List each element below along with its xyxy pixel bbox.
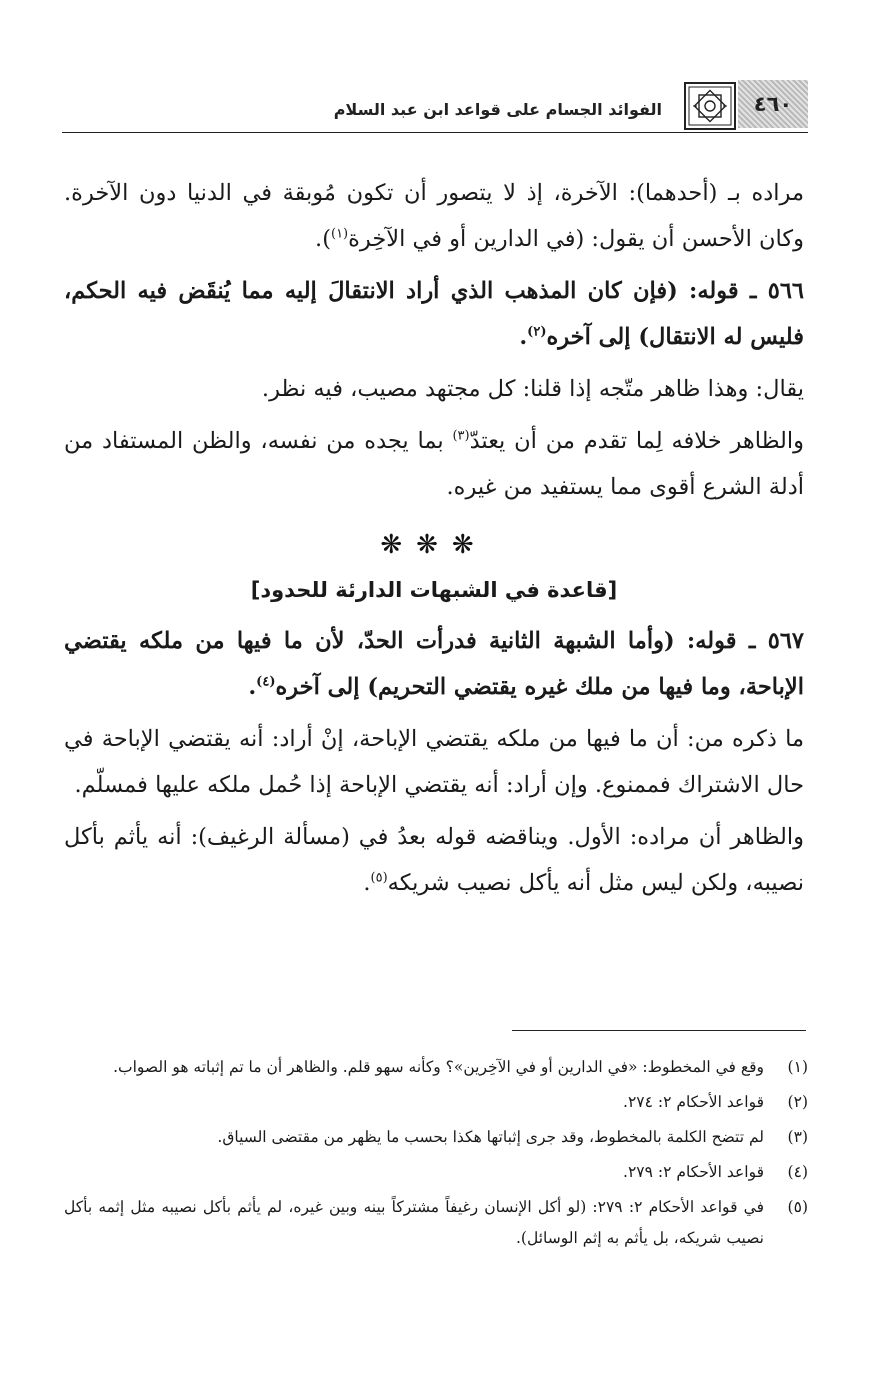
- header-divider: [62, 132, 808, 133]
- paragraph: [64, 366, 804, 412]
- footnote-ref: (٤): [256, 674, 276, 690]
- paragraph-quote: [64, 618, 804, 710]
- footnote-number: (٣): [787, 1128, 808, 1146]
- paragraph: [64, 716, 804, 808]
- ornament-icon: [684, 82, 736, 130]
- footnote-text: وقع في المخطوط: «في الدارين أو في الآخِرين»؟ وكأنه سهو قلم. والظاهر أن ما تم إثباته هو الصواب.: [113, 1058, 764, 1076]
- paragraph-quote: [64, 268, 804, 360]
- footnote: [64, 1122, 808, 1153]
- footnote-divider: [512, 1030, 806, 1031]
- running-header: [62, 80, 808, 136]
- paragraph-text-end: بما يجده من نفسه، والظن المستفاد من أدلة الشرع أقوى مما يستفيد من غيره.: [64, 428, 804, 500]
- paragraph-text-end: ).: [315, 226, 331, 252]
- paragraph: [64, 170, 804, 262]
- footnote-ref: (٢): [527, 324, 547, 340]
- footnote-number: (٢): [787, 1093, 808, 1111]
- paragraph-text: ٥٦٧ ـ قوله: (وأما الشبهة الثانية فدرأت الحدّ، لأن ما فيها من ملكه يقتضي الإباحة، وما فيها من ملك غيره يقتضي التحريم) إلى آخره: [64, 628, 804, 700]
- footnotes: [64, 1052, 808, 1258]
- paragraph: [64, 418, 804, 510]
- footnote: [64, 1192, 808, 1254]
- footnote: [64, 1052, 808, 1083]
- page-number-box: [738, 80, 808, 128]
- paragraph-text-end: .: [363, 870, 371, 896]
- section-separator-stars: ❋❋❋: [380, 530, 488, 560]
- footnote: [64, 1157, 808, 1188]
- footnote-text: في قواعد الأحكام ٢: ٢٧٩: (لو أكل الإنسان رغيفاً مشتركاً بينه وبين غيره، لم يأثم بأكل نصيبه مثل إثمه بأكل نصيب شريكه، بل يأثم به إثم الوسائل).: [64, 1198, 764, 1247]
- paragraph-text: مراده بـ (أحدهما): الآخرة، إذ لا يتصور أن تكون مُوبقة في الدنيا دون الآخرة. وكان الأحسن أن يقول: (في الدارين أو في الآخِرة: [64, 180, 804, 252]
- paragraph-text: والظاهر خلافه لِما تقدم من أن يعتدّ: [469, 428, 805, 454]
- footnote-ref: (٣): [452, 428, 470, 444]
- paragraph-text: ٥٦٦ ـ قوله: (فإن كان المذهب الذي أراد الانتقالَ إليه مما يُنقَض فيه الحكم، فليس له الانتقال) إلى آخره: [64, 278, 804, 350]
- footnote-ref: (١): [330, 226, 349, 242]
- footnote-ref: (٥): [370, 870, 388, 886]
- footnote-text: قواعد الأحكام ٢: ٢٧٩.: [623, 1163, 764, 1181]
- header-title: الفوائد الجسام على قواعد ابن عبد السلام: [333, 100, 662, 119]
- footnote-number: (١): [787, 1058, 808, 1076]
- footnote-number: (٥): [787, 1198, 808, 1216]
- paragraph-text: يقال: وهذا ظاهر متّجه إذا قلنا: كل مجتهد مصيب، فيه نظر.: [261, 376, 804, 402]
- paragraph-text-end: .: [248, 674, 257, 700]
- main-text: [64, 170, 804, 912]
- footnote-text: لم تتضح الكلمة بالمخطوط، وقد جرى إثباتها هكذا بحسب ما يظهر من مقتضى السياق.: [217, 1128, 764, 1146]
- paragraph-text-end: .: [519, 324, 528, 350]
- paragraph: [64, 814, 804, 906]
- paragraph-text: والظاهر أن مراده: الأول. ويناقضه قوله بعدُ في (مسألة الرغيف): أنه يأثم بأكل نصيبه، ولكن ليس مثل أنه يأكل نصيب شريكه: [64, 824, 804, 896]
- paragraph-text: ما ذكره من: أن ما فيها من ملكه يقتضي الإباحة، إنْ أراد: أنه يقتضي الإباحة في حال الاشتراك فممنوع. وإن أراد: أنه يقتضي الإباحة إذا حُمل ملكه عليها فمسلّم.: [64, 726, 804, 798]
- footnote-number: (٤): [787, 1163, 808, 1181]
- footnote-text: قواعد الأحكام ٢: ٢٧٤.: [623, 1093, 764, 1111]
- page-number: ٤٦٠: [753, 92, 793, 116]
- section-heading: [قاعدة في الشبهات الدارئة للحدود]: [250, 578, 618, 602]
- footnote: [64, 1087, 808, 1118]
